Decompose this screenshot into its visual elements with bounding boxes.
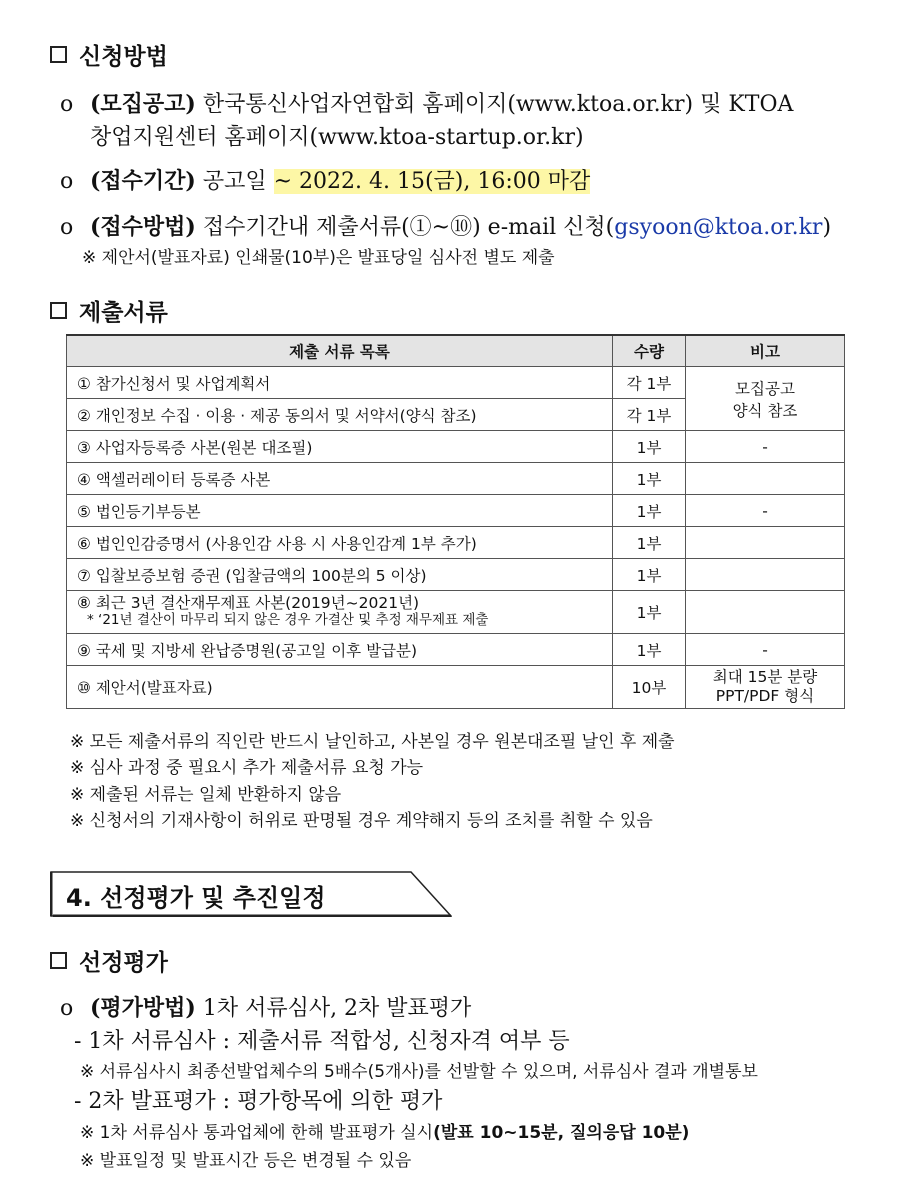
text: 1차 서류심사, 2차 발표평가	[195, 996, 472, 1021]
text: 공고일	[195, 169, 274, 194]
table-row	[67, 495, 845, 527]
section-heading-apply	[50, 38, 168, 71]
header-note: 비고	[686, 335, 845, 367]
row-item: ③ 사업자등록증 사본(원본 대조필)	[67, 431, 613, 463]
row-qty: 1부	[613, 431, 686, 463]
docs-note: ※ 신청서의 기재사항이 허위로 판명될 경우 계약해지 등의 조치를 취할 수 있음	[70, 811, 653, 831]
text: 한국통신사업자연합회 홈페이지(www.ktoa.or.kr) 및 KTOA	[195, 92, 794, 117]
row-qty: 1부	[613, 559, 686, 591]
section-heading-docs	[50, 294, 168, 327]
row-note	[686, 527, 845, 559]
section-heading-label: 선정평가	[79, 949, 168, 976]
bullet: o	[60, 996, 74, 1021]
docs-note: ※ 제출된 서류는 일체 반환하지 않음	[70, 785, 342, 805]
header-item: 제출 서류 목록	[67, 335, 613, 367]
eval-third-note: ※ 발표일정 및 발표시간 등은 변경될 수 있음	[80, 1151, 412, 1171]
table-row	[67, 367, 845, 399]
text: 접수기간내 제출서류(①~⑩) e-mail 신청(	[195, 215, 615, 240]
table-row	[67, 634, 845, 666]
apply-item-method	[60, 210, 831, 241]
checkbox-icon	[50, 302, 67, 319]
keyword: (접수기간)	[90, 168, 196, 194]
bullet: o	[60, 169, 74, 194]
deadline-highlight: ~ 2022. 4. 15(금), 16:00 마감	[273, 169, 591, 194]
row-qty: 1부	[613, 591, 686, 634]
table-row	[67, 527, 845, 559]
row-qty: 10부	[613, 666, 686, 709]
row-qty: 1부	[613, 527, 686, 559]
row-item: ② 개인정보 수집 · 이용 · 제공 동의서 및 서약서(양식 참조)	[67, 399, 613, 431]
row-qty: 1부	[613, 495, 686, 527]
text: ※ 1차 서류심사 통과업체에 한해 발표평가 실시	[80, 1123, 434, 1143]
row-item: ⑥ 법인인감증명서 (사용인감 사용 시 사용인감계 1부 추가)	[67, 527, 613, 559]
checkbox-icon	[50, 952, 67, 969]
row-note: -	[686, 495, 845, 527]
row-item: ① 참가신청서 및 사업계획서	[67, 367, 613, 399]
row-note	[686, 559, 845, 591]
row-item: ⑧ 최근 3년 결산재무제표 사본(2019년~2021년)	[77, 594, 420, 612]
section-heading-label: 제출서류	[79, 299, 168, 326]
eval-method	[60, 991, 471, 1022]
bullet: o	[60, 215, 74, 240]
eval-second-note	[80, 1118, 689, 1143]
row-note-multiline	[686, 666, 845, 709]
keyword: (모집공고)	[90, 91, 196, 117]
table-row	[67, 559, 845, 591]
eval-second-stage: - 2차 발표평가 : 평가항목에 의한 평가	[74, 1089, 443, 1114]
docs-note: ※ 모든 제출서류의 직인란 반드시 날인하고, 사본일 경우 원본대조필 날인 후 제출	[70, 732, 675, 752]
section-heading-eval	[50, 944, 168, 977]
apply-item-recruit	[60, 87, 793, 118]
keyword: (평가방법)	[90, 995, 196, 1021]
row-note	[686, 463, 845, 495]
row-qty: 1부	[613, 634, 686, 666]
row-item-sub: * ‘21년 결산이 마무리 되지 않은 경우 가결산 및 추정 재무제표 제출	[87, 612, 489, 628]
text: 창업지원센터 홈페이지(www.ktoa-startup.or.kr)	[90, 125, 584, 150]
row-note: PPT/PDF 형식	[715, 687, 815, 705]
apply-note: ※ 제안서(발표자료) 인쇄물(10부)은 발표당일 심사전 별도 제출	[82, 248, 555, 268]
row-qty: 각 1부	[613, 367, 686, 399]
row-item-multiline	[67, 591, 613, 634]
row-note-merged	[686, 367, 845, 431]
docs-note: ※ 심사 과정 중 필요시 추가 제출서류 요청 가능	[70, 758, 424, 778]
text-bold: (발표 10~15분, 질의응답 10분)	[433, 1123, 690, 1143]
apply-item-period	[60, 164, 590, 195]
text: )	[822, 215, 832, 240]
row-item: ⑨ 국세 및 지방세 완납증명원(공고일 이후 발급분)	[67, 634, 613, 666]
row-item: ⑩ 제안서(발표자료)	[67, 666, 613, 709]
table-header-row	[67, 335, 845, 367]
table-row	[67, 666, 845, 709]
documents-table	[66, 334, 845, 709]
apply-item-recruit-cont	[90, 120, 584, 151]
eval-first-stage: - 1차 서류심사 : 제출서류 적합성, 신청자격 여부 등	[74, 1029, 570, 1054]
row-note: -	[686, 431, 845, 463]
row-note	[686, 591, 845, 634]
row-qty: 각 1부	[613, 399, 686, 431]
row-note: 최대 15분 분량	[712, 668, 818, 686]
row-item: ⑤ 법인등기부등본	[67, 495, 613, 527]
section-4-banner	[50, 871, 452, 917]
keyword: (접수방법)	[90, 214, 196, 240]
email-link[interactable]: gsyoon@ktoa.or.kr	[614, 215, 823, 240]
row-item: ⑦ 입찰보증보험 증권 (입찰금액의 100분의 5 이상)	[67, 559, 613, 591]
merged-note-line: 양식 참조	[732, 401, 798, 420]
merged-note-line: 모집공고	[735, 379, 795, 398]
row-note: -	[686, 634, 845, 666]
row-item: ④ 액셀러레이터 등록증 사본	[67, 463, 613, 495]
table-row	[67, 591, 845, 634]
eval-first-note: ※ 서류심사시 최종선발업체수의 5배수(5개사)를 선발할 수 있으며, 서류심사 결과 개별통보	[80, 1062, 758, 1082]
header-qty: 수량	[613, 335, 686, 367]
section-heading-label: 신청방법	[79, 43, 168, 70]
bullet: o	[60, 92, 74, 117]
table-row	[67, 463, 845, 495]
checkbox-icon	[50, 46, 67, 63]
row-qty: 1부	[613, 463, 686, 495]
section-4-title: 4. 선정평가 및 추진일정	[66, 884, 326, 912]
table-row	[67, 431, 845, 463]
